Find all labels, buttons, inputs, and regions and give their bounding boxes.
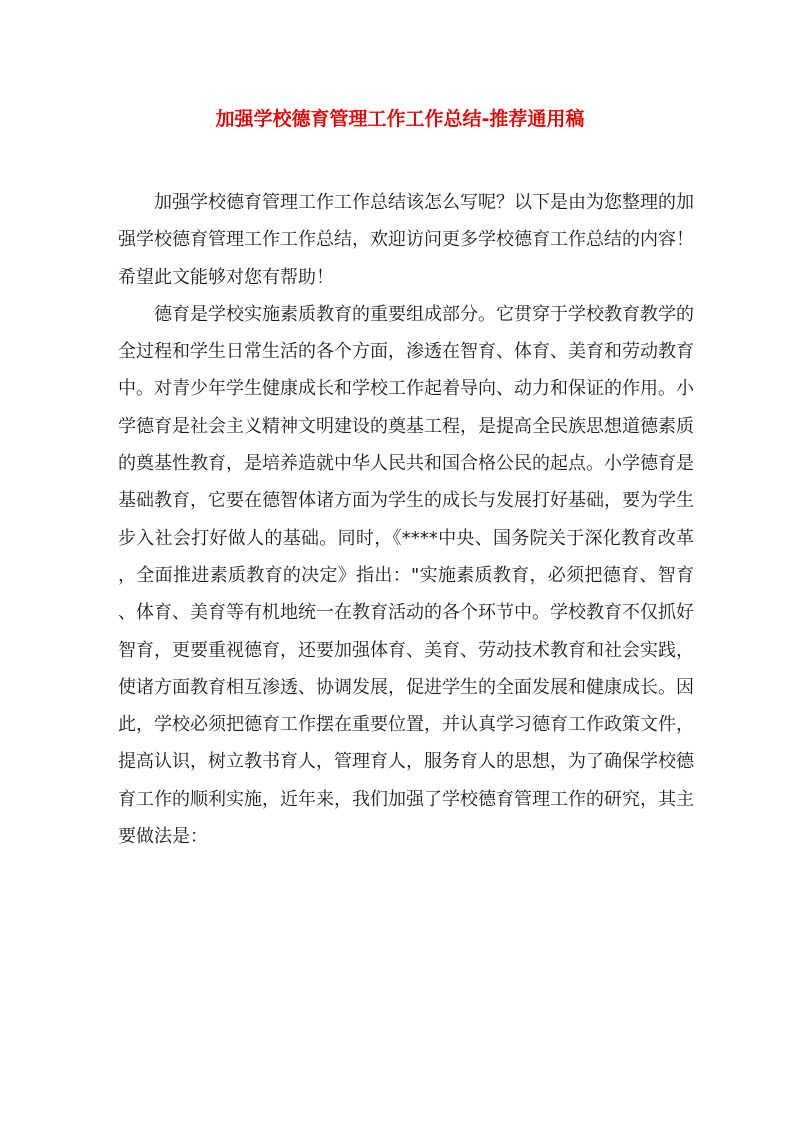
body-paragraph: 德育是学校实施素质教育的重要组成部分。它贯穿于学校教育教学的全过程和学生日常生活的各个方面，渗透在智育、体育、美育和劳动教育中。对青少年学生健康成长和学校工作起着导向、动力和保证的作用。小学德育是社会主义精神文明建设的奠基工程，是提高全民族思想道德素质的奠基性教育，是培养造就中华人民共和国合格公民的起点。小学德育是基础教育，它要在德智体诸方面为学生的成长与发展打好基础，要为学生步入社会打好做人的基础。同时，《****中央、国务院关于深化教育改革，全面推进素质教育的决定》指出："实施素质教育，必须把德育、智育、体育、美育等有机地统一在教育活动的各个环节中。学校教育不仅抓好智育，更要重视德育，还要加强体育、美育、劳动技术教育和社会实践，使诸方面教育相互渗透、协调发展，促进学生的全面发展和健康成长。因此，学校必须把德育工作摆在重要位置，并认真学习德育工作政策文件，提高认识，树立教书育人，管理育人，服务育人的思想，为了确保学校德育工作的顺利实施，近年来，我们加强了学校德育管理工作的研究，其主要做法是： [118, 303, 694, 848]
document-body [118, 184, 694, 855]
document-title: 加强学校德育管理工作工作总结-推荐通用稿 [215, 108, 585, 130]
intro-paragraph: 加强学校德育管理工作工作总结该怎么写呢？以下是由为您整理的加强学校德育管理工作工作总结，欢迎访问更多学校德育工作总结的内容！希望此文能够对您有帮助！ [118, 192, 694, 288]
